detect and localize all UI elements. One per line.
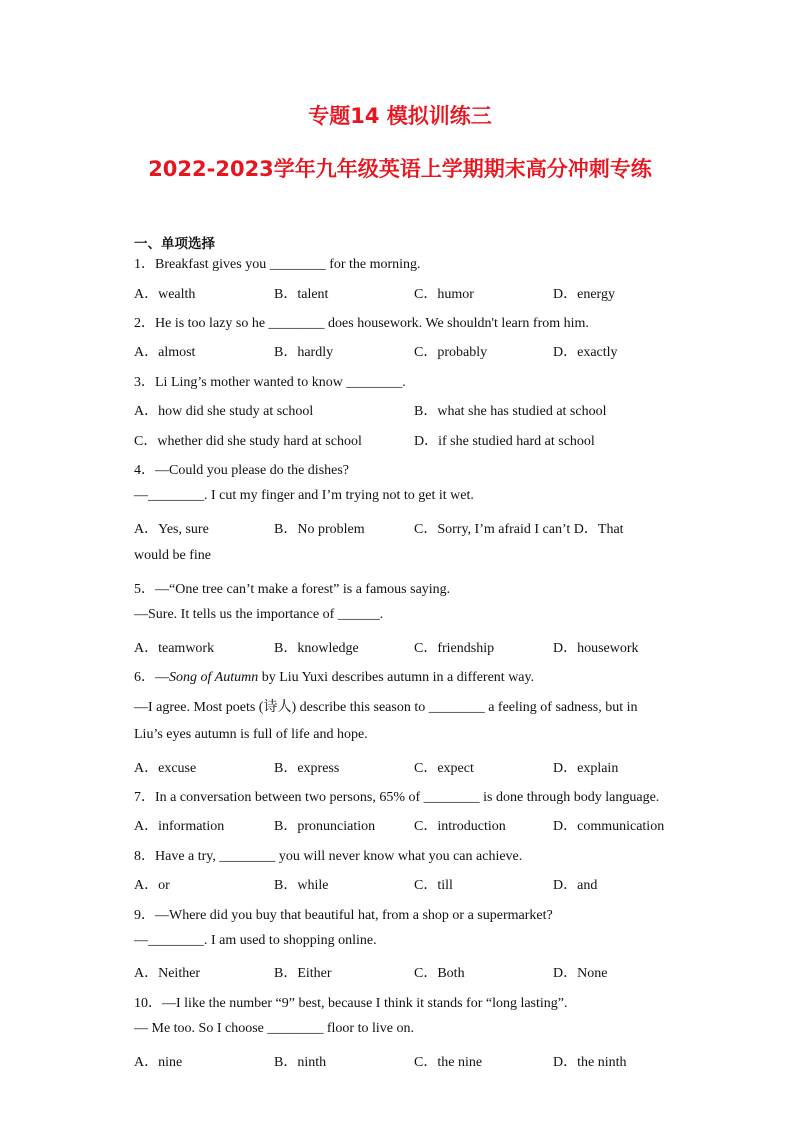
option-a: A．how did she study at school [134, 404, 314, 419]
poem-title: Song of Autumn [169, 670, 259, 685]
option-c: C．humor [414, 287, 474, 302]
question-stem: 9．—Where did you buy that beautiful hat, from a shop or a supermarket? [134, 908, 553, 923]
option-c: C．introduction [414, 819, 506, 834]
option-a: A．information [134, 819, 225, 834]
question-stem: 1．Breakfast gives you ________ for the morning. [134, 257, 421, 272]
option-a: A．nine [134, 1055, 183, 1070]
question-response-cont: Liu’s eyes autumn is full of life and hope. [134, 727, 368, 742]
option-d: D．energy [553, 287, 615, 302]
option-b: B．hardly [274, 345, 334, 360]
question-stem: 7．In a conversation between two persons, 65% of ________ is done through body language. [134, 790, 660, 805]
option-wrap: would be fine [134, 548, 211, 563]
section-heading: 一、单项选择 [134, 236, 215, 252]
question-stem: 4．—Could you please do the dishes? [134, 463, 350, 478]
question-response: —________. I cut my finger and I’m trying not to get it wet. [134, 488, 474, 503]
option-d: D．exactly [553, 345, 618, 360]
option-a: A．Neither [134, 966, 201, 981]
stem-prefix: 6．— [134, 670, 169, 685]
question-stem: 10．—I like the number “9” best, because I think it stands for “long lasting”. [134, 996, 568, 1011]
option-d: D．housework [553, 641, 639, 656]
page-title: 专题14 模拟训练三 [308, 104, 492, 128]
option-d: D．explain [553, 761, 619, 776]
question-response: — Me too. So I choose ________ floor to live on. [134, 1021, 414, 1036]
option-d: D．and [553, 878, 598, 893]
option-c-d: C．Sorry, I’m afraid I can’t D．That [414, 522, 624, 537]
question-stem: 3．Li Ling’s mother wanted to know ________. [134, 375, 406, 390]
option-c: C．Both [414, 966, 465, 981]
option-c: C．friendship [414, 641, 495, 656]
option-c: C．till [414, 878, 453, 893]
option-d: D．None [553, 966, 608, 981]
option-b: B．ninth [274, 1055, 327, 1070]
question-stem: 8．Have a try, ________ you will never know what you can achieve. [134, 849, 523, 864]
question-response: —________. I am used to shopping online. [134, 933, 377, 948]
option-c: C．the nine [414, 1055, 483, 1070]
question-stem: 5．—“One tree can’t make a forest” is a famous saying. [134, 582, 451, 597]
option-a: A．excuse [134, 761, 197, 776]
question-response: —I agree. Most poets (诗人) describe this season to ________ a feeling of sadness, but in [134, 700, 638, 715]
option-d: D．communication [553, 819, 665, 834]
option-b: B．express [274, 761, 340, 776]
option-b: B．while [274, 878, 329, 893]
option-a: A．wealth [134, 287, 196, 302]
option-b: B．knowledge [274, 641, 359, 656]
question-stem [134, 666, 534, 686]
option-c: C．probably [414, 345, 488, 360]
option-a: A．or [134, 878, 170, 893]
option-d: D．if she studied hard at school [414, 434, 595, 449]
question-response: —Sure. It tells us the importance of ______. [134, 607, 384, 622]
page-subtitle: 2022-2023学年九年级英语上学期期末高分冲刺专练 [148, 157, 652, 181]
option-c: C．whether did she study hard at school [134, 434, 362, 449]
option-a: A．Yes, sure [134, 522, 209, 537]
option-d: D．the ninth [553, 1055, 627, 1070]
option-b: B．talent [274, 287, 329, 302]
option-c: C．expect [414, 761, 474, 776]
option-b: B．Either [274, 966, 332, 981]
question-stem: 2．He is too lazy so he ________ does housework. We shouldn't learn from him. [134, 316, 589, 331]
option-b: B．what she has studied at school [414, 404, 607, 419]
option-b: B．pronunciation [274, 819, 376, 834]
option-b: B．No problem [274, 522, 365, 537]
option-a: A．teamwork [134, 641, 215, 656]
option-a: A．almost [134, 345, 196, 360]
stem-suffix: by Liu Yuxi describes autumn in a different way. [258, 670, 535, 685]
